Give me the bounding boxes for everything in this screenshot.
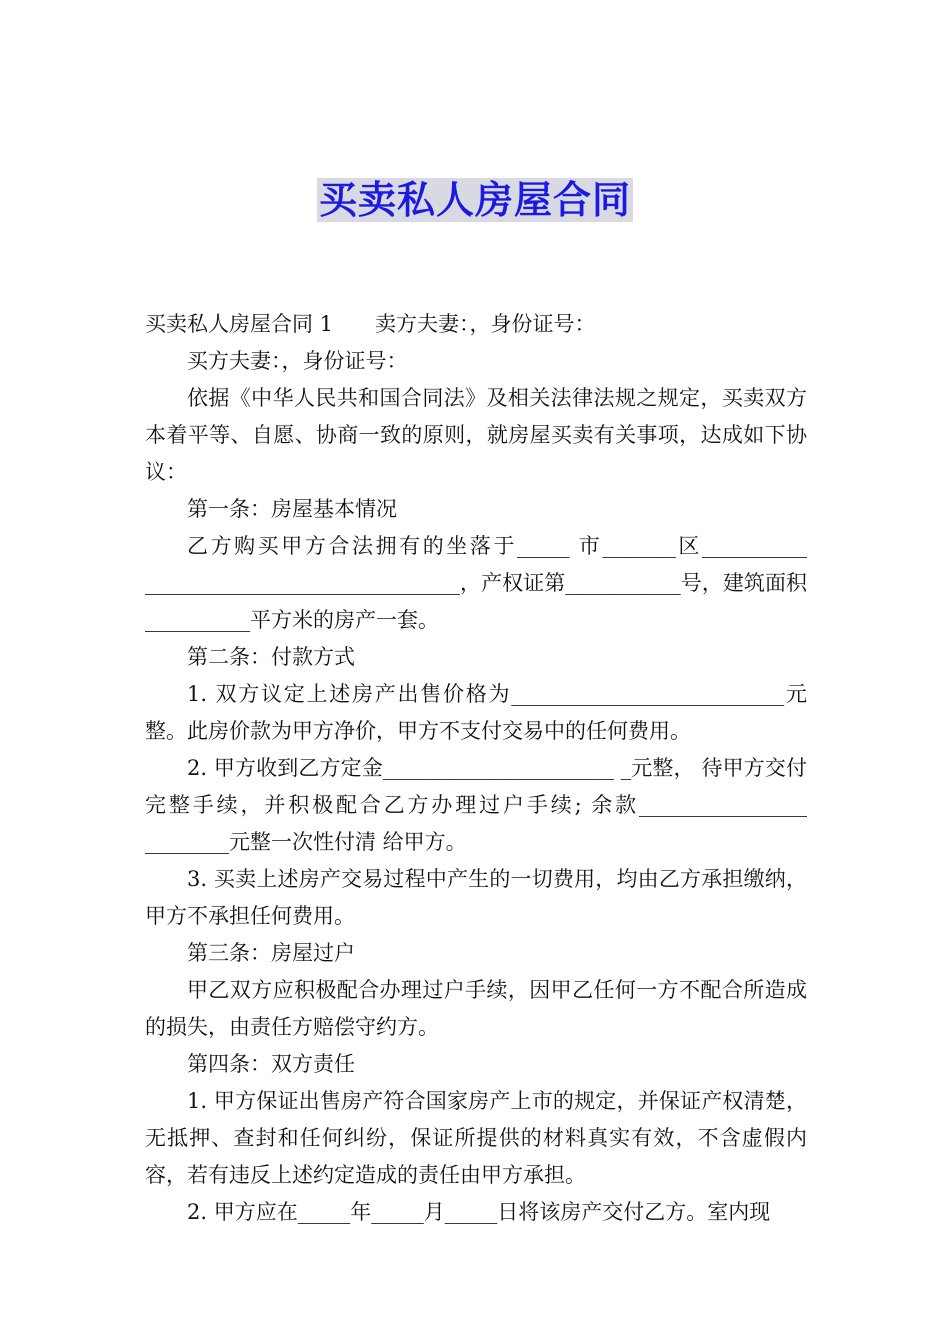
article-2-heading: 第二条：付款方式 xyxy=(187,645,355,669)
preamble-paragraph: 依据《中华人民共和国合同法》及相关法律法规之规定，买卖双方本着平等、自愿、协商一致的原则，就房屋买卖有关事项，达成如下协议： xyxy=(145,386,807,484)
contract-heading-text: 买卖私人房屋合同 1 xyxy=(145,312,334,336)
article-4-item-1: 1. 甲方保证出售房产符合国家房产上市的规定，并保证产权清楚，无抵押、查封和任何纠纷，保证所提供的材料真实有效，不含虚假内容，若有违反上述约定造成的责任由甲方承担。 xyxy=(145,1089,807,1187)
article-3-heading: 第三条：房屋过户 xyxy=(187,941,355,965)
document-body xyxy=(145,306,807,1231)
article-3-paragraph: 甲乙双方应积极配合办理过户手续，因甲乙任何一方不配合所造成的损失，由责任方赔偿守约方。 xyxy=(145,978,807,1039)
seller-line-text: 卖方夫妻：，身份证号： xyxy=(375,312,596,336)
article-1-heading: 第一条：房屋基本情况 xyxy=(187,497,397,521)
opening-line xyxy=(145,306,807,343)
title-container xyxy=(0,178,950,222)
article-4-item-2: 2. 甲方应在_____年_____月_____日将该房产交付乙方。室内现 xyxy=(187,1200,771,1224)
article-2-item-3: 3. 买卖上述房产交易过程中产生的一切费用，均由乙方承担缴纳，甲方不承担任何费用。 xyxy=(145,867,807,928)
buyer-line: 买方夫妻：，身份证号： xyxy=(187,349,408,373)
article-1-paragraph: 乙方购买甲方合法拥有的坐落于_____ 市_______区__________ ______________________________，产权证第___________号，建筑面积__________平方米的房产一套。 xyxy=(145,534,807,632)
article-2-item-1: 1. 双方议定上述房产出售价格为__________________________元整。此房价款为甲方净价，甲方不支付交易中的任何费用。 xyxy=(145,682,807,743)
document-title: 买卖私人房屋合同 xyxy=(318,178,631,222)
article-2-item-2: 2. 甲方收到乙方定金______________________ _元整， 待甲方交付完整手续，并积极配合乙方办理过户手续; 余款________________ ________元整一次性付清 给甲方。 xyxy=(145,756,807,854)
article-4-heading: 第四条：双方责任 xyxy=(187,1052,355,1076)
